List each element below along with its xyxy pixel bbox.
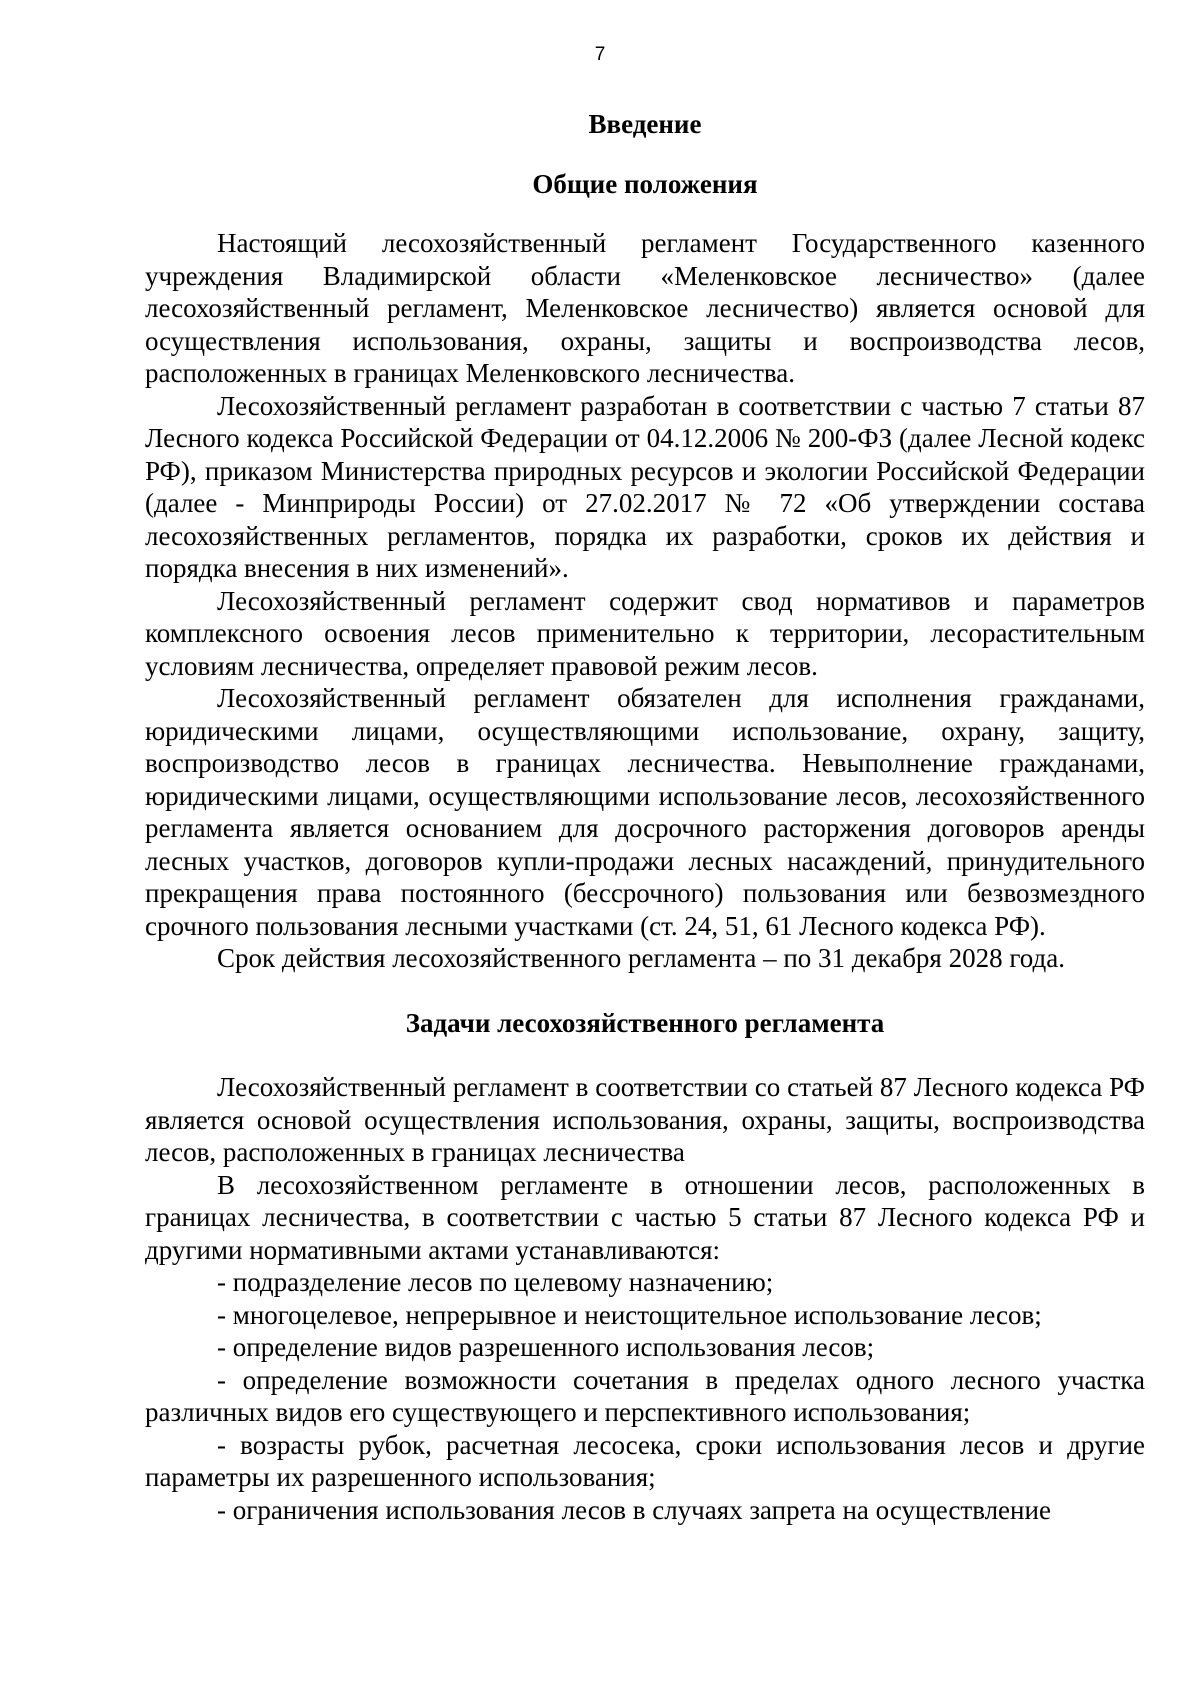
paragraph: Лесохозяйственный регламент в соответствии со статьей 87 Лесного кодекса РФ является основой осуществления использования, охраны, защиты, воспроизводства лесов, расположенных в границах лесничества: [145, 1072, 1145, 1167]
list-item: - ограничения использования лесов в случаях запрета на осуществление: [217, 1494, 1051, 1525]
list-item: - многоцелевое, непрерывное и неистощительное использование лесов;: [217, 1299, 1042, 1330]
list-item: - определение видов разрешенного использования лесов;: [217, 1332, 875, 1362]
heading-regulation-tasks: Задачи лесохозяйственного регламента: [405, 1007, 885, 1038]
paragraph: Срок действия лесохозяйственного регламента – по 31 декабря 2028 года.: [217, 943, 1065, 973]
document-body: [145, 108, 1145, 1526]
heading-introduction: Введение: [588, 109, 702, 139]
paragraph: Лесохозяйственный регламент обязателен для исполнения гражданами, юридическими лицами, осуществляющими использование, охрану, защиту, воспроизводство лесов в границах лесничества. Невыполнение гражданами, юридическими лицами, осуществляющими использование лесов, лесохозяйственного регламента является основанием для досрочного расторжения договоров аренды лесных участков, договоров купли-продажи лесных насаждений, принудительного прекращения права постоянного (бессрочного) пользования или безвозмездного срочного пользования лесными участками (ст. 24, 51, 61 Лесного кодекса РФ).: [145, 683, 1145, 941]
paragraph: В лесохозяйственном регламенте в отношении лесов, расположенных в границах лесничества, в соответствии с частью 5 статьи 87 Лесного кодекса РФ и другими нормативными актами устанавливаются:: [145, 1169, 1145, 1265]
heading-general-provisions: Общие положения: [532, 168, 758, 199]
list-item: - подразделение лесов по целевому назначению;: [217, 1267, 774, 1297]
list-item: - определение возможности сочетания в пределах одного лесного участка различных видов его существующего и перспективного использования;: [145, 1364, 1145, 1427]
paragraph: Лесохозяйственный регламент содержит свод нормативов и параметров комплексного освоения лесов применительно к территории, лесорастительным условиям лесничества, определяет правовой режим лесов.: [145, 585, 1145, 681]
page-number: 7: [594, 44, 606, 65]
paragraph: Лесохозяйственный регламент разработан в соответствии с частью 7 статьи 87 Лесного кодекса Российской Федерации от 04.12.2006 № 200-ФЗ (далее Лесной кодекс РФ), приказом Министерства природных ресурсов и экологии Российской Федерации (далее - Минприроды России) от 27.02.2017 № 72 «Об утверждении состава лесохозяйственных регламентов, порядка их разработки, сроков их действия и порядка внесения в них изменений».: [145, 390, 1145, 583]
list-item: - возрасты рубок, расчетная лесосека, сроки использования лесов и другие параметры их разрешенного использования;: [145, 1429, 1145, 1492]
paragraph: Настоящий лесохозяйственный регламент Государственного казенного учреждения Владимирской области «Меленковское лесничество» (далее лесохозяйственный регламент, Меленковское лесничество) является основой для осуществления использования, охраны, защиты и воспроизводства лесов, расположенных в границах Меленковского лесничества.: [145, 228, 1145, 388]
